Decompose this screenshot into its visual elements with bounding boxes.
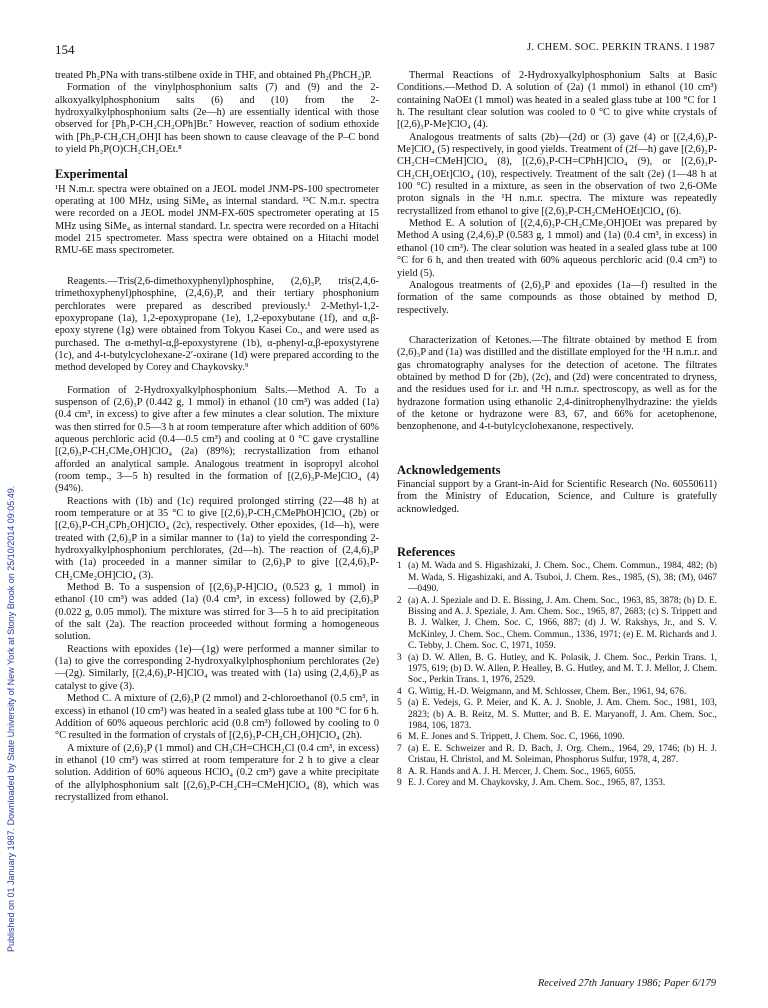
page-header (55, 42, 715, 58)
left-column (55, 70, 379, 804)
reference-item: 2 (a) A. J. Speziale and D. E. Bissing, J. Am. Chem. Soc., 1963, 85, 3878; (b) D. E. Bissing and A. J. Speziale, J. Am. Chem. Soc., 1965, 87, 2683; (c) S. Trippett and B. J. Walker, J. Chem. Soc. C, 1966, 887; (d) J. W. Rakshys, Jr., and S. V. McKinley, J. Chem. Soc., Chem. Commun., 1336, 1971; (e) E. M. Richards and J. C. Tebby, J. Chem. Soc. C, 1971, 1059. (397, 595, 717, 652)
intro-paragraph-1: treated Ph₂PNa with trans-stilbene oxide in THF, and obtained Ph₂(PhCH₂)P. (55, 70, 372, 81)
ketones-paragraph: Characterization of Ketones.—The filtrate obtained by method E from (2,6)₃P and (1a) was distilled and the distillate employed for the ¹H n.m.r. and gas chromatography analyses for the detection of acetone. The filtrates obtained by method D for (2b), (2c), and (2d) were concentrated to dryness, and the residues used for i.r. and ¹H n.m.r. spectroscopy, as well as for the hydrazone formation using ethanolic 2,4-dinitrophenylhydrazine: the yields of the ketone or hydrazone were 83, 67, and 66% for acetophenone, benzophenone, and 4-t-butylcyclohexanone, respectively. (397, 334, 717, 433)
reference-item: 1 (a) M. Wada and S. Higashizaki, J. Chem. Soc., Chem. Commun., 1984, 482; (b) M. Wada, S. Higashizaki, and A. Tsuboi, J. Chem. Res., 1985, (S), 38; (M), 0467—0490. (397, 561, 717, 595)
experimental-heading: Experimental (55, 167, 128, 182)
reactions-paragraph: Reactions with (1b) and (1c) required prolonged stirring (22—48 h) at room temperature or at 35 °C to give [(2,6)₃P-CH₂CMePhOH]ClO₄ (2b) or [(2,6)₃P-CH₂CPh₂OH]ClO₄ (2c), respectively. Other epoxides, (1d—h), were treated with (2,6)₃P in a similar manner to (1a) to yield the corresponding 2-hydroxyalkylphosphonium perchlorates, (2d—h). The reaction of (2,4,6)₃P with (1a) proceeded in a manner similar to (2,6)₃P to give [(2,4,6)₃P-CH₂CMe₂OH]ClO₄ (3). (55, 495, 379, 581)
epoxides-paragraph: Reactions with epoxides (1e)—(1g) were performed a manner similar to (1a) to give the corresponding 2-hydroxyalkylphosphonium perchlorates (2e)—(2g). Similarly, [(2,4,6)₃P-H]ClO₄ was treated with (1a) using (2,4,6)₃P as catalyst to give (3). (55, 643, 379, 692)
analogous-paragraph-1: Analogous treatments of salts (2b)—(2d) or (3) gave (4) or [(2,4,6)₃P-Me]ClO₄ (5) respectively, in good yields. Treatment of (2f—h) gave [(2,6)₂P-CH₂CH=CMeH]ClO₄ (8), [(2,6)₃P-CH=CPhH]ClO₄ (9), or [(2,6)₃P-CH₂CH₂OEt]ClO₄ (10), respectively. Treatment of the salt (2e) (1—48 h at 100 °C) resulted in a mixture, as seen in the observation of two 2,6-OMe proton signals in the ¹H n.m.r. spectra. The mixture was repeatedly recrystallized from ethanol to give [(2,6)₃P-CH₂CMeHOEt]ClO₄ (6). (397, 131, 717, 217)
analogous-paragraph-2: Analogous treatments of (2,6)₃P and epoxides (1a—f) resulted in the formation of the same compounds as those obtained by method D, respectively. (397, 279, 717, 316)
references-heading: References (397, 545, 456, 559)
reference-item: 3 (a) D. W. Allen, B. G. Hutley, and K. Polasik, J. Chem. Soc., Perkin Trans. 1, 1975, 619; (b) D. W. Allen, P. Healley, B. G. Hutley, and M. T. J. Mellor, J. Chem. Soc., Perkin Trans. 1, 1976, 2529. (397, 652, 717, 686)
reference-item: 9 E. J. Corey and M. Chaykovsky, J. Am. Chem. Soc., 1965, 87, 1353. (397, 778, 666, 789)
method-e-paragraph: Method E. A solution of [(2,4,6)₃P-CH₂CMe₂OH]OEt was prepared by Method A using (2,4,6)₃P (0.583 g, 1 mmol) and (1a) (0.4 cm³, in excess) in ethanol (10 cm³). The clear solution was heated in a sealed glass tube at 100 °C for 6 h, and then treated with 60% aqueous perchloric acid (0.4 cm³) to yield (5). (397, 218, 717, 279)
received-date: Received 27th January 1986; Paper 6/179 (537, 978, 716, 989)
right-column (397, 70, 717, 789)
reference-item: 8 A. R. Hands and A. J. H. Mercer, J. Chem. Soc., 1965, 6055. (397, 766, 636, 777)
reference-item: 7 (a) E. E. Schweizer and R. D. Bach, J. Org. Chem., 1964, 29, 1746; (b) H. J. Cristau, H. Christol, and M. Soleiman, Phosphorus Sulfur, 1978, 4, 287. (397, 743, 717, 766)
experimental-paragraph: ¹H N.m.r. spectra were obtained on a JEOL model JNM-PS-100 spectrometer operating at 100 MHz, using SiMe₄ as internal standard. ¹³C N.m.r. spectra were recorded on a JEOL model JNM-FX-60S spectrometer operating at 15 MHz using SiMe₄ as internal standard. I.r. spectra were recorded on a Hitachi model 215 spectrometer. Mass spectra were obtained on a Hitachi model RMU-6E mass spectrometer. (55, 183, 379, 257)
reference-item: 5 (a) E. Vedejs, G. P. Meier, and K. A. J. Snoble, J. Am. Chem. Soc., 1981, 103, 2823; (b) A. B. Reitz, M. S. Mutter, and B. E. Maryanoff, J. Am. Chem. Soc., 1984, 106, 1873. (397, 698, 717, 732)
reagents-paragraph: Reagents.—Tris(2,6-dimethoxyphenyl)phosphine, (2,6)₃P, tris(2,4,6-trimethoxyphenyl)phosphine, (2,4,6)₃P, and their tertiary phosphonium perchlorates were prepared as described previously.¹ 2-Methyl-1,2-epoxypropane (1a), 1,2-epoxypropane (1e), 1,2-epoxybutane (1f), and α,β-epoxy styrene (1g) were obtained from Tokyou Kasei Co., and were used as purchased. The α-methyl-α,β-epoxystyrene (1b), α-phenyl-α,β-epoxystyrene (1c), and 4-t-butylcyclohexane-2′-oxirane (1d) were prepared according to the method developed by Corey and Chaykovsky.⁹ (55, 275, 379, 374)
method-b-paragraph: Method B. To a suspension of [(2,6)₃P-H]ClO₄ (0.523 g, 1 mmol) in ethanol (10 cm³) was added (1a) (0.4 cm³, in excess) followed by (2,6)₃P (0.022 g, 0.05 mmol). The mixture was stirred for 3—5 h to aid precipitation of the salt (2a). The reaction proceeded without forming a homogeneous solution. (55, 582, 379, 643)
acknowledgements-heading: Acknowledgements (397, 462, 501, 477)
journal-running-title: J. CHEM. SOC. PERKIN TRANS. I 1987 (527, 42, 715, 53)
references-list (397, 561, 717, 789)
method-c-paragraph: Method C. A mixture of (2,6)₃P (2 mmol) and 2-chloroethanol (0.5 cm³, in excess) in ethanol (10 cm³) was heated in a sealed glass tube at 100 °C for 6 h. Addition of 60% aqueous perchloric acid (0.8 cm³) followed by cooling to 0 °C resulted in the formation of crystals of [(2,6)₃P-CH₂CH₂OH]ClO₄ (2h). (55, 693, 379, 742)
mixture-paragraph: A mixture of (2,6)₃P (1 mmol) and CH₃CH=CHCH₂Cl (0.4 cm³, in excess) in ethanol (10 cm³) was stirred at room temperature for 2 h to give a clear solution. Addition of 60% aqueous HClO₄ (0.2 cm³) gave a white precipitate of the allylphosphonium salt [(2,6)₃P-CH₂CH=CMeH]ClO₄ (8), which was recrystallized from ethanol. (55, 742, 379, 803)
reference-item: 6 M. E. Jones and S. Trippett, J. Chem. Soc. C, 1966, 1090. (397, 732, 625, 743)
intro-paragraph-2: Formation of the vinylphosphonium salts (7) and (9) and the 2-alkoxyalkylphosphonium salts (6) and (10) from the 2-hydroxyalkylphosphonium salts (2e—h) are essentially identical with those observed for [Ph₃P-CH₂CH₂OPh]Br.⁷ However, reaction of sodium ethoxide with [Ph₃P-CH₂CH₂OH]I has been shown to cause cleavage of the P–C bond to yield Ph₂P(O)CH₂CH₂OEt.⁸ (55, 82, 379, 156)
download-stamp: Published on 01 January 1987. Downloaded by State University of New York at Stony Brook on 25/10/2014 09:05:49. (6, 485, 16, 952)
thermal-paragraph: Thermal Reactions of 2-Hydroxyalkylphosphonium Salts at Basic Conditions.—Method D. A solution of (2a) (1 mmol) in ethanol (10 cm³) containing NaOEt (1 mmol) was heated in a sealed glass tube at 100 °C for 1 h. The resultant clear solution was cooled to 0 °C to give white crystals of [(2,6)₃P-Me]ClO₄ (4). (397, 70, 717, 131)
page-number: 154 (55, 42, 75, 57)
reference-item: 4 G. Wittig, H.-D. Weigmann, and M. Schlosser, Chem. Ber., 1961, 94, 676. (397, 686, 687, 697)
method-a-paragraph: Formation of 2-Hydroxyalkylphosphonium Salts.—Method A. To a suspenson of (2,6)₃P (0.442 g, 1 mmol) in ethanol (10 cm³) was added (1a) (0.4 cm³, in excess) to give after a few minutes a clear solution. The mixture was then stirred for 0.5—3 h at room temperature after which addition of 60% aqueous perchloric acid (0.4—0.5 cm³) and cooling at 0 °C gave crystalline [(2,6)₃P-CH₂CMe₂OH]ClO₄ (2a) (89%); recrystallization from ethanol afforded an analytical sample. Analogous treatment in isopropyl alcohol (room temp., 3—5 h) resulted in the formation of [(2,6)₃P-Me]ClO₄ (4) (94%). (55, 384, 379, 495)
acknowledgements-paragraph: Financial support by a Grant-in-Aid for Scientific Research (No. 60550611) from the Ministry of Education, Science, and Culture is gratefully acknowledged. (397, 478, 717, 515)
